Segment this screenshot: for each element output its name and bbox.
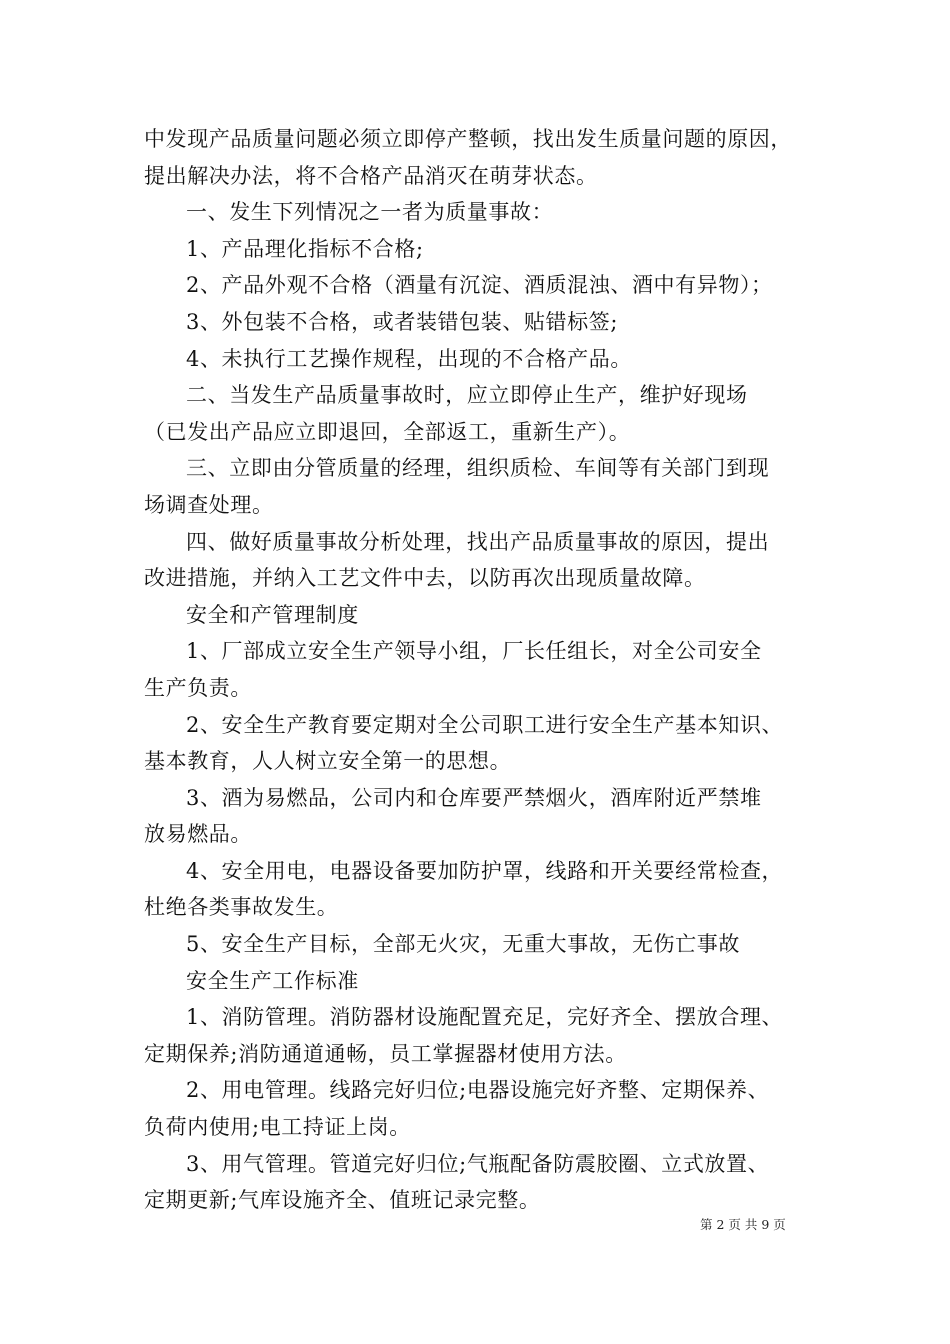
text-line: 4、未执行工艺操作规程，出现的不合格产品。: [186, 346, 632, 371]
text-line: 1、消防管理。消防器材设施配置充足，完好齐全、摆放合理、: [186, 1005, 784, 1030]
text-line: 生产负责。: [144, 675, 252, 700]
text-line: 基本教育，人人树立安全第一的思想。: [144, 749, 512, 774]
text-line: 3、用气管理。管道完好归位;气瓶配备防震胶圈、立式放置、: [186, 1151, 770, 1176]
text-line: 中发现产品质量问题必须立即停产整顿，找出发生质量问题的原因，: [144, 127, 792, 151]
text-line: 1、产品理化指标不合格;: [186, 236, 424, 261]
text-line: 2、产品外观不合格（酒量有沉淀、酒质混浊、酒中有异物）；: [186, 273, 773, 298]
document-body: [144, 121, 834, 1219]
text-line: （已发出产品应立即退回，全部返工，重新生产）。: [144, 419, 631, 444]
text-line: 杜绝各类事故发生。: [144, 895, 339, 920]
text-line: 提出解决办法，将不合格产品消灭在萌芽状态。: [144, 163, 598, 188]
text-line: 负荷内使用;电工持证上岗。: [144, 1115, 411, 1140]
text-line: 定期保养;消防通道通畅，员工掌握器材使用方法。: [144, 1041, 627, 1066]
text-line: 2、安全生产教育要定期对全公司职工进行安全生产基本知识、: [186, 712, 784, 737]
text-line: 改进措施，并纳入工艺文件中去，以防再次出现质量故障。: [144, 566, 706, 591]
text-line: 四、做好质量事故分析处理，找出产品质量事故的原因，提出: [186, 529, 770, 554]
text-line: 三、立即由分管质量的经理，组织质检、车间等有关部门到现: [186, 456, 770, 481]
page-number: 第 2 页 共 9 页: [700, 1217, 786, 1232]
text-line: 安全生产工作标准: [186, 968, 359, 993]
text-line: 5、安全生产目标，全部无火灾，无重大事故，无伤亡事故: [186, 932, 740, 957]
text-line: 安全和产管理制度: [186, 602, 359, 627]
text-line: 定期更新;气库设施齐全、值班记录完整。: [144, 1188, 541, 1213]
text-line: 4、安全用电，电器设备要加防护罩，线路和开关要经常检查，: [186, 858, 784, 883]
text-line: 放易燃品。: [144, 822, 252, 847]
text-line: 3、外包装不合格，或者装错包装、贴错标签;: [186, 309, 619, 334]
text-line: 场调查处理。: [144, 492, 274, 517]
text-line: 1、厂部成立安全生产领导小组，厂长任组长，对全公司安全: [186, 639, 762, 664]
text-line: 3、酒为易燃品，公司内和仓库要严禁烟火，酒库附近严禁堆: [186, 785, 762, 810]
text-line: 二、当发生产品质量事故时，应立即停止生产，维护好现场: [186, 383, 748, 408]
text-line: 2、用电管理。线路完好归位;电器设施完好齐整、定期保养、: [186, 1078, 770, 1103]
text-line: 一、发生下列情况之一者为质量事故：: [186, 200, 554, 225]
